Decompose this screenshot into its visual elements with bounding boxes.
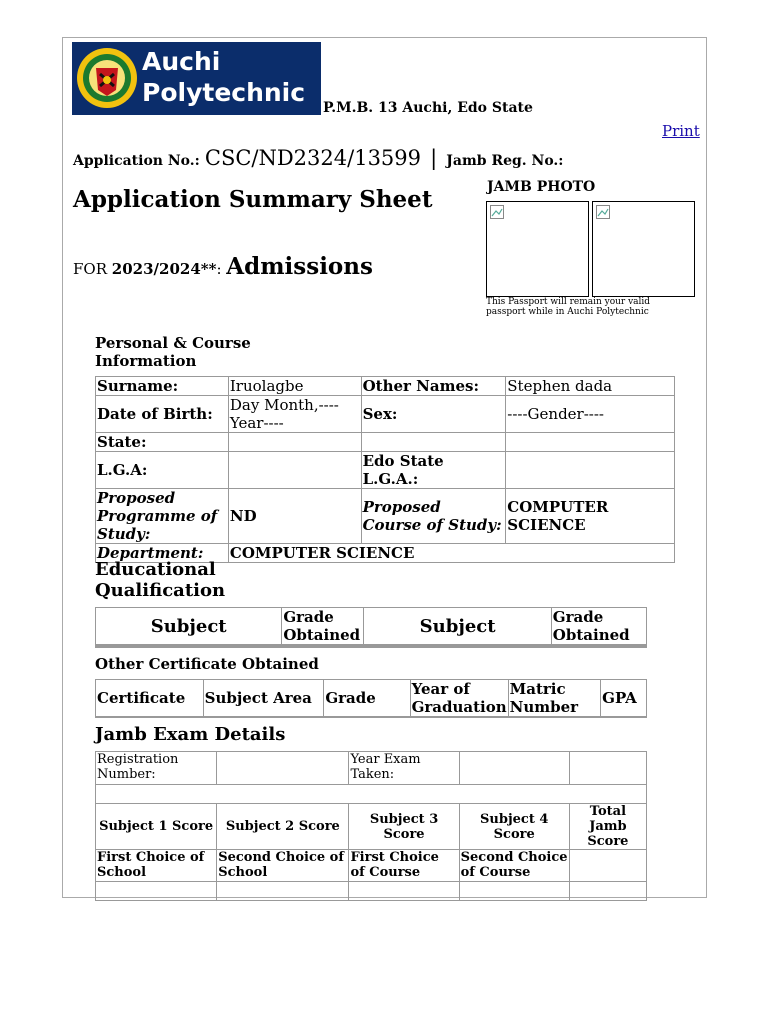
programme-value: ND bbox=[228, 489, 361, 544]
table-row bbox=[96, 752, 647, 785]
edo-lga-label: Edo State L.G.A.: bbox=[361, 452, 506, 489]
empty-cell bbox=[96, 882, 217, 901]
print-link[interactable]: Print bbox=[662, 122, 700, 140]
subject-3-score-header: Subject 3 Score bbox=[349, 804, 459, 850]
admissions-label: Admissions bbox=[226, 253, 373, 280]
department-value: COMPUTER SCIENCE bbox=[228, 544, 674, 563]
passport-note: This Passport will remain your valid passport while in Auchi Polytechnic bbox=[486, 297, 651, 317]
institution-name-line2: Polytechnic bbox=[142, 78, 306, 107]
broken-image-icon bbox=[596, 205, 610, 219]
empty-cell bbox=[569, 752, 646, 785]
year-of-graduation-header: Year of Graduation bbox=[411, 680, 507, 716]
subject-1-score-header: Subject 1 Score bbox=[96, 804, 217, 850]
table-row bbox=[96, 804, 647, 850]
empty-cell bbox=[569, 882, 646, 901]
surname-value: Iruolagbe bbox=[228, 377, 361, 396]
course-value: COMPUTER SCIENCE bbox=[506, 489, 675, 544]
surname-label: Surname: bbox=[96, 377, 229, 396]
dob-value: Day Month,---- Year---- bbox=[228, 396, 361, 433]
table-row bbox=[96, 377, 675, 396]
personal-info-table bbox=[95, 376, 675, 563]
department-label: Department: bbox=[96, 544, 229, 563]
empty-cell bbox=[459, 882, 569, 901]
separator: | bbox=[430, 146, 438, 170]
table-row bbox=[96, 433, 675, 452]
jamb-details-table bbox=[95, 751, 647, 901]
table-row bbox=[96, 680, 647, 718]
session-for-label: FOR bbox=[73, 260, 107, 278]
programme-label: Proposed Programme of Study: bbox=[96, 489, 229, 544]
grade-header: Grade bbox=[324, 680, 410, 718]
other-cert-heading: Other Certificate Obtained bbox=[95, 655, 319, 673]
institution-name-line1: Auchi bbox=[142, 47, 221, 76]
second-choice-course-header: Second Choice of Course bbox=[460, 850, 568, 880]
sex-label: Sex: bbox=[361, 396, 506, 433]
matric-number-header: Matric Number bbox=[508, 680, 601, 718]
subject-header: Subject bbox=[96, 608, 282, 647]
state-value bbox=[228, 433, 361, 452]
certificate-header: Certificate bbox=[96, 680, 204, 718]
application-no-label: Application No.: bbox=[73, 153, 200, 169]
sex-value: ----Gender---- bbox=[506, 396, 675, 433]
registration-number-value bbox=[217, 752, 349, 785]
personal-section-heading: Personal & Course Information bbox=[95, 334, 251, 370]
first-choice-school-header: First Choice of School bbox=[96, 850, 217, 882]
session-colon: : bbox=[216, 260, 222, 278]
registration-number-label: Registration Number: bbox=[96, 752, 217, 785]
jamb-reg-label: Jamb Reg. No.: bbox=[446, 153, 564, 169]
institution-address: P.M.B. 13 Auchi, Edo State bbox=[323, 100, 533, 116]
empty-cell bbox=[361, 433, 506, 452]
empty-cell bbox=[506, 433, 675, 452]
education-section-heading: Educational Qualification bbox=[95, 559, 226, 601]
gpa-header: GPA bbox=[601, 680, 647, 718]
grade-header: Grade Obtained bbox=[551, 608, 646, 647]
table-row bbox=[96, 489, 675, 544]
education-table bbox=[95, 607, 647, 648]
spacer-row-cell bbox=[96, 785, 647, 804]
first-choice-course-header: First Choice of Course bbox=[349, 850, 459, 882]
jamb-photo-label: JAMB PHOTO bbox=[487, 179, 596, 195]
lga-label: L.G.A: bbox=[96, 452, 229, 489]
institution-name bbox=[142, 46, 305, 108]
year-exam-taken-value bbox=[459, 752, 569, 785]
passport-photo-frame bbox=[592, 201, 695, 297]
table-row bbox=[96, 396, 675, 433]
table-row bbox=[96, 608, 647, 647]
session-line bbox=[73, 253, 373, 280]
table-row bbox=[96, 452, 675, 489]
lga-value bbox=[228, 452, 361, 489]
table-row bbox=[96, 785, 647, 804]
institution-logo-banner bbox=[72, 42, 321, 115]
year-exam-taken-label: Year Exam Taken: bbox=[349, 752, 459, 785]
jamb-photo-frame bbox=[486, 201, 589, 297]
application-summary-sheet bbox=[62, 37, 707, 898]
other-certificate-table bbox=[95, 679, 647, 718]
course-label: Proposed Course of Study: bbox=[361, 489, 506, 544]
empty-cell bbox=[569, 850, 646, 882]
grade-header: Grade Obtained bbox=[282, 608, 364, 647]
other-names-label: Other Names: bbox=[361, 377, 506, 396]
jamb-section-heading: Jamb Exam Details bbox=[95, 724, 286, 745]
polytechnic-crest-icon bbox=[76, 46, 138, 111]
second-choice-school-header: Second Choice of School bbox=[217, 850, 349, 882]
application-number-line bbox=[73, 146, 563, 170]
broken-image-icon bbox=[490, 205, 504, 219]
subject-header: Subject bbox=[364, 608, 551, 647]
edo-lga-value bbox=[506, 452, 675, 489]
table-row bbox=[96, 850, 647, 882]
page-title: Application Summary Sheet bbox=[73, 186, 433, 213]
subject-area-header: Subject Area bbox=[203, 680, 324, 718]
session-year: 2023/2024** bbox=[111, 260, 217, 278]
empty-cell bbox=[217, 882, 349, 901]
subject-2-score-header: Subject 2 Score bbox=[217, 804, 349, 850]
dob-label: Date of Birth: bbox=[96, 396, 229, 433]
subject-4-score-header: Subject 4 Score bbox=[459, 804, 569, 850]
other-names-value: Stephen dada bbox=[506, 377, 675, 396]
empty-cell bbox=[349, 882, 459, 901]
table-row bbox=[96, 882, 647, 901]
application-no-value: CSC/ND2324/13599 bbox=[204, 146, 422, 170]
total-jamb-score-header: Total Jamb Score bbox=[569, 804, 646, 850]
state-label: State: bbox=[96, 433, 229, 452]
